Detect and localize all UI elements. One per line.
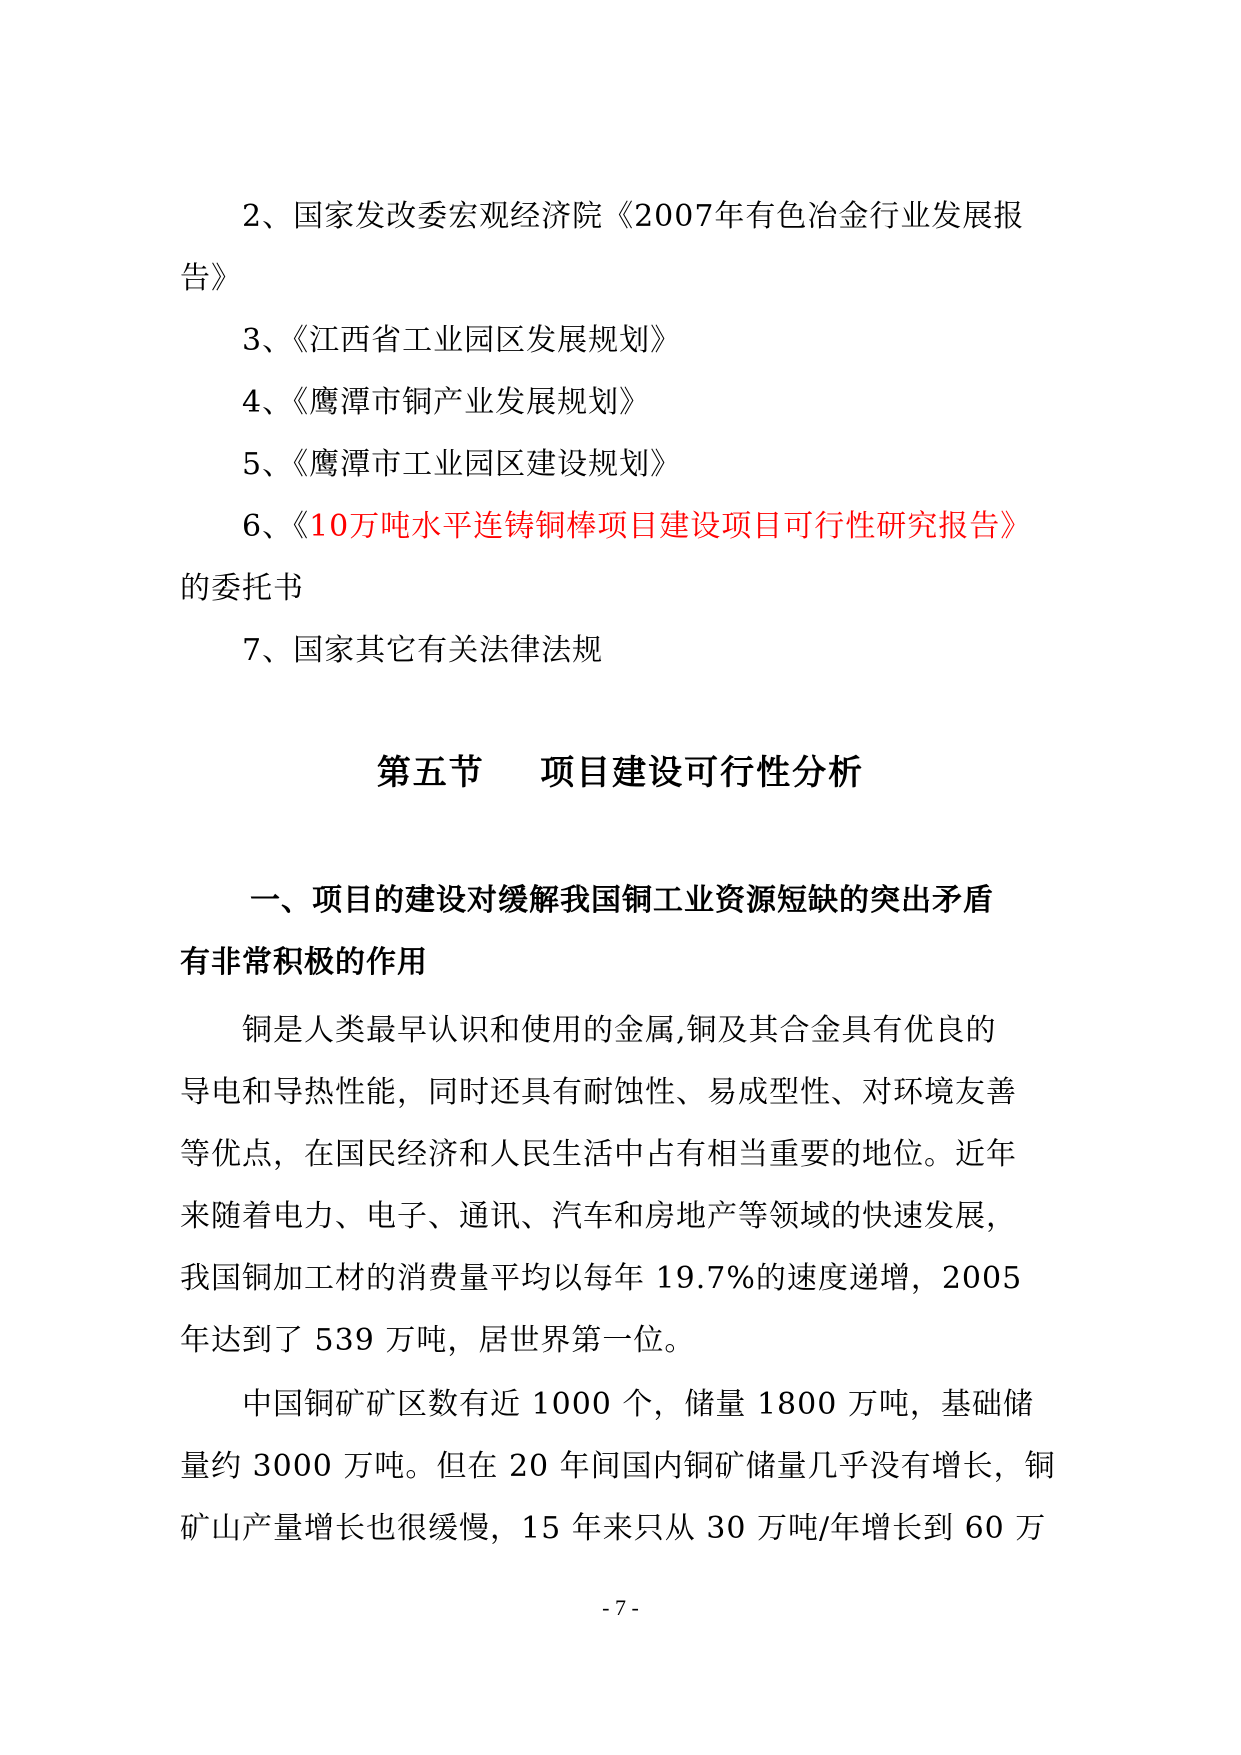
paragraph-1-line3: 等优点，在国民经济和人民生活中占有相当重要的地位。近年 — [180, 1137, 1017, 1172]
ref-item-3: 3、《江西省工业园区发展规划》 — [242, 323, 682, 358]
paragraph-1-line5: 我国铜加工材的消费量平均以每年 19.7%的速度递增，2005 — [180, 1261, 1023, 1296]
paragraph-1-line4: 来随着电力、电子、通讯、汽车和房地产等领域的快速发展， — [180, 1199, 1017, 1234]
paragraph-2-line1: 中国铜矿矿区数有近 1000 个，储量 1800 万吨，基础储 — [242, 1387, 1034, 1422]
ref-item-7: 7、国家其它有关法律法规 — [242, 633, 604, 668]
ref-item-2-line2: 告》 — [180, 261, 242, 296]
section-heading: 第五节 项目建设可行性分析 — [376, 753, 865, 793]
ref-item-6-prefix: 6、《 — [242, 509, 310, 544]
paragraph-1-line2: 导电和导热性能，同时还具有耐蚀性、易成型性、对环境友善 — [180, 1075, 1017, 1110]
paragraph-2-line2: 量约 3000 万吨。但在 20 年间国内铜矿储量几乎没有增长，铜 — [180, 1449, 1056, 1484]
page-number: - 7 - — [602, 1595, 639, 1620]
subsection-heading-line2: 有非常积极的作用 — [180, 945, 428, 980]
paragraph-1-line6: 年达到了 539 万吨，居世界第一位。 — [180, 1323, 696, 1358]
subsection-heading-line1: 一、项目的建设对缓解我国铜工业资源短缺的突出矛盾 — [250, 883, 994, 918]
ref-item-6-line1 — [242, 496, 1060, 558]
paragraph-2-line3: 矿山产量增长也很缓慢，15 年来只从 30 万吨/年增长到 60 万 — [180, 1511, 1047, 1546]
ref-item-5: 5、《鹰潭市工业园区建设规划》 — [242, 447, 682, 482]
ref-item-4: 4、《鹰潭市铜产业发展规划》 — [242, 385, 651, 420]
ref-item-2-line1: 2、国家发改委宏观经济院《2007年有色冶金行业发展报 — [242, 199, 1025, 234]
ref-item-6-highlighted-title: 10万吨水平连铸铜棒项目建设项目可行性研究报告》 — [309, 509, 1032, 544]
ref-item-6-line2: 的委托书 — [180, 571, 304, 606]
paragraph-1-line1: 铜是人类最早认识和使用的金属,铜及其合金具有优良的 — [242, 1013, 997, 1048]
